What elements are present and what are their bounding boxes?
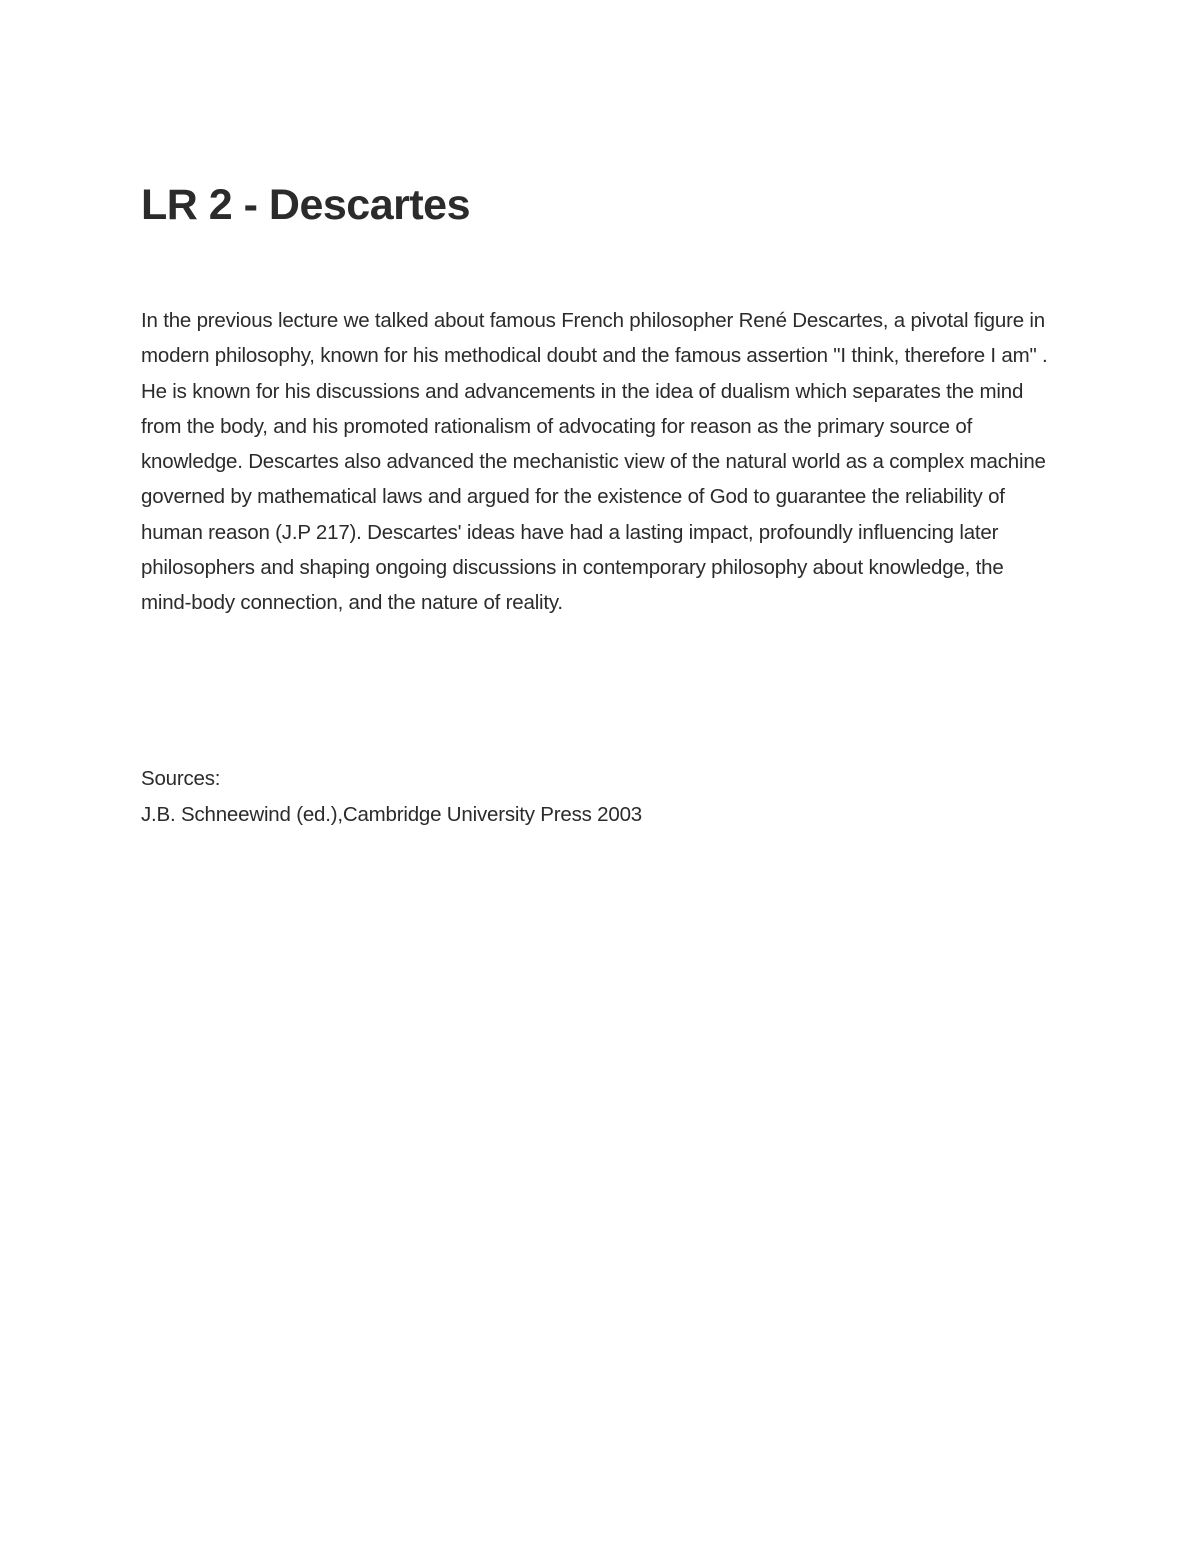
sources-heading: Sources: (141, 767, 221, 790)
source-citation: J.B. Schneewind (ed.),Cambridge University Press 2003 (141, 803, 642, 826)
sources-section (141, 761, 1059, 833)
body-paragraph: In the previous lecture we talked about famous French philosopher René Descartes, a pivotal figure in modern philosophy, known for his methodical doubt and the famous assertion "I think, therefore I am" . He is known for his discussions and advancements in the idea of dualism which separates the mind from the body, and his promoted rationalism of advocating for reason as the primary source of knowledge. Descartes also advanced the mechanistic view of the natural world as a complex machine governed by mathematical laws and argued for the existence of God to guarantee the reliability of human reason (J.P 217). Descartes' ideas have had a lasting impact, profoundly influencing later philosophers and shaping ongoing discussions in contemporary philosophy about knowledge, the mind-body connection, and the nature of reality. (141, 309, 1048, 615)
page-title: LR 2 - Descartes (141, 181, 470, 229)
